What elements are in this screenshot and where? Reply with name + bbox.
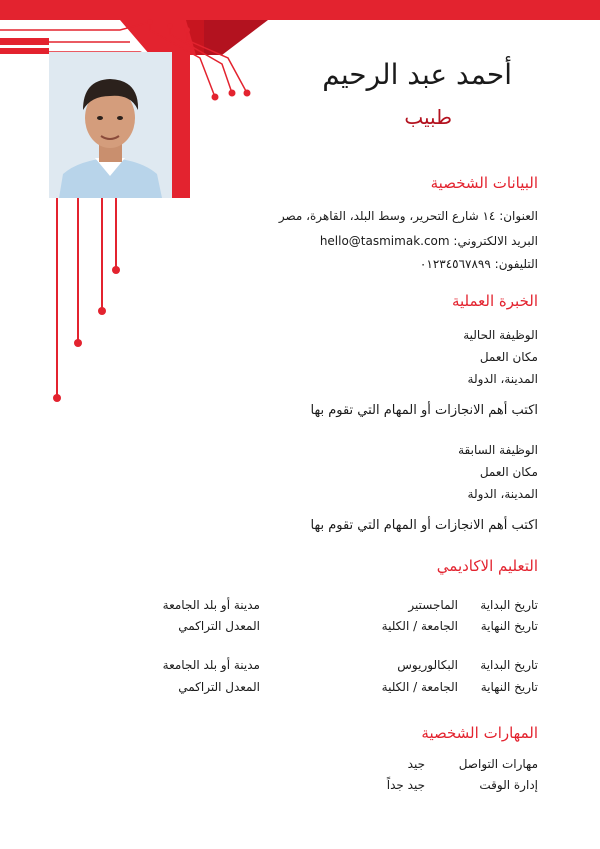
edu-university: الجامعة / الكلية xyxy=(381,680,458,694)
edu-start: تاريخ البداية xyxy=(480,658,538,672)
top-bar xyxy=(0,0,600,20)
frame-right-bar xyxy=(172,52,190,198)
edu-gpa: المعدل التراكمي xyxy=(178,680,260,694)
frame-left-bar2 xyxy=(0,48,49,54)
skill-level: جيد xyxy=(407,757,425,771)
section-heading-skills: المهارات الشخصية xyxy=(421,724,538,742)
job-description: اكتب أهم الانجازات أو المهام التي تقوم بها xyxy=(310,518,538,533)
edu-degree: البكالوريوس xyxy=(397,658,458,672)
address-label: العنوان: xyxy=(499,209,538,223)
job-title: طبيب xyxy=(404,105,452,129)
job-city: المدينة، الدولة xyxy=(467,487,538,501)
edu-city: مدينة أو بلد الجامعة xyxy=(162,598,260,612)
job-role: الوظيفة السابقة xyxy=(458,443,538,457)
address-value: ١٤ شارع التحرير، وسط البلد، القاهرة، مصر xyxy=(278,209,496,223)
job-place: مكان العمل xyxy=(479,350,538,364)
circuit-nodes-vertical xyxy=(53,266,120,402)
skill-level: جيد جداً xyxy=(386,778,425,792)
job-description: اكتب أهم الانجازات أو المهام التي تقوم بها xyxy=(310,403,538,418)
skill-name: إدارة الوقت xyxy=(479,778,538,792)
phone-label: التليفون: xyxy=(494,257,538,271)
full-name: أحمد عبد الرحيم xyxy=(322,58,512,91)
edu-end: تاريخ النهاية xyxy=(480,680,538,694)
phone-value: ٠١٢٣٤٥٦٧٨٩٩ xyxy=(419,257,491,271)
phone-line xyxy=(420,257,538,271)
avatar-illustration xyxy=(49,52,172,198)
edu-start: تاريخ البداية xyxy=(480,598,538,612)
edu-city: مدينة أو بلد الجامعة xyxy=(162,658,260,672)
job-city: المدينة، الدولة xyxy=(467,372,538,386)
job-place: مكان العمل xyxy=(479,465,538,479)
section-heading-experience: الخبرة العملية xyxy=(451,292,538,310)
edu-end: تاريخ النهاية xyxy=(480,619,538,633)
address-line xyxy=(279,209,538,223)
section-heading-personal: البيانات الشخصية xyxy=(430,174,538,192)
edu-gpa: المعدل التراكمي xyxy=(178,619,260,633)
email-label: البريد الالكتروني: xyxy=(453,234,538,248)
email-line xyxy=(320,234,538,248)
edu-degree: الماجستير xyxy=(408,598,458,612)
skill-name: مهارات التواصل xyxy=(458,757,538,771)
profile-photo xyxy=(49,52,172,198)
section-heading-education: التعليم الاكاديمي xyxy=(436,557,538,575)
circuit-lines-vertical xyxy=(57,198,116,398)
email-value[interactable]: hello@tasmimak.com xyxy=(319,234,450,248)
edu-university: الجامعة / الكلية xyxy=(381,619,458,633)
job-role: الوظيفة الحالية xyxy=(463,328,538,342)
